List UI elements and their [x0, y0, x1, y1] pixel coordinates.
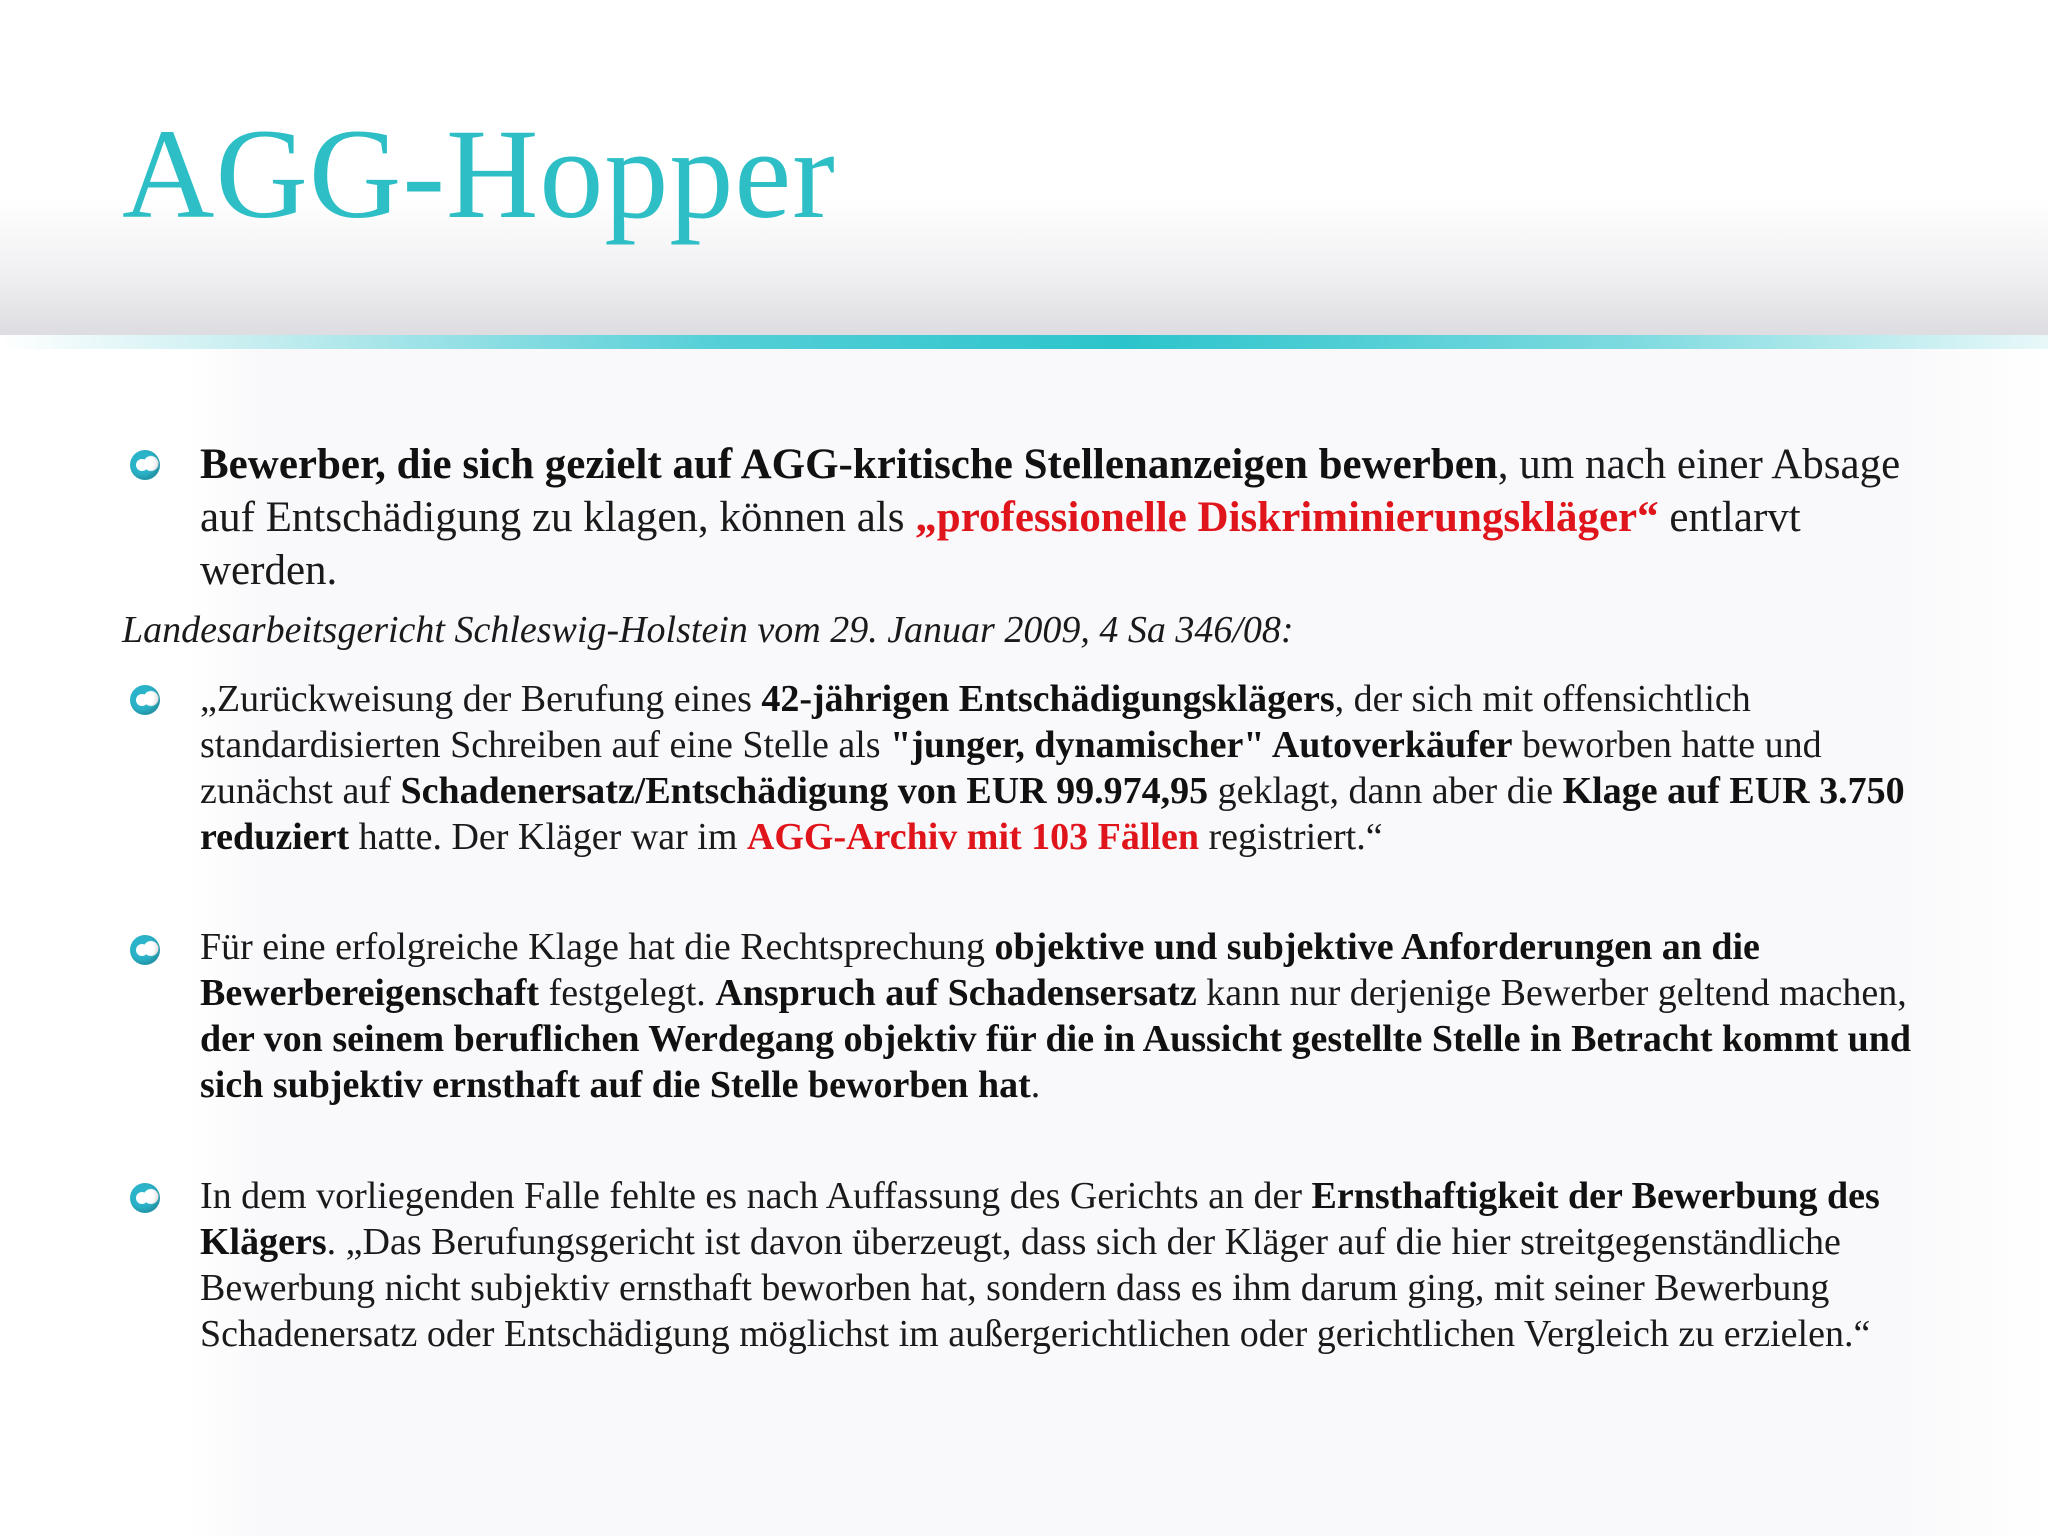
- bullet-1-end: entlarvt werden.: [200, 494, 1801, 594]
- bullet-4-bold: Ernsthaftigkeit der Bewerbung des Klägers: [200, 1175, 1880, 1263]
- bullet-2-highlight: AGG-Archiv mit 103 Fällen: [746, 816, 1199, 858]
- bullet-3-part: festgelegt.: [539, 972, 716, 1014]
- bullet-2-part: beworben hatte und zunächst auf: [200, 724, 1822, 812]
- bullet-2-bold: Schadenersatz/Entschädigung von EUR 99.974,95: [400, 770, 1209, 812]
- bullet-2-part: geklagt, dann aber die: [1208, 770, 1563, 812]
- accent-divider-bar: [0, 335, 2048, 349]
- teal-circle-bullet-icon: [130, 450, 160, 480]
- bullet-2-bold: 42-jährigen Entschädigungsklägers: [761, 678, 1335, 720]
- slide-title: AGG-Hopper: [122, 103, 836, 245]
- bullet-2-part: registriert.“: [1199, 816, 1383, 858]
- slide-header: [0, 0, 2048, 335]
- bullet-3-text: [200, 924, 1920, 1108]
- bullet-4-part: . „Das Berufungsgericht ist davon überzeugt, dass sich der Kläger auf die hier streitgegenständliche Bewerbung nicht subjektiv ernsthaft beworben hat, sondern dass es ihm darum ging, mit seiner Bewerbung Schadenersatz oder Entschädigung möglichst im außergerichtlichen oder gerichtlichen Vergleich zu erzielen.“: [200, 1221, 1871, 1355]
- bullet-1-text: [200, 438, 1920, 597]
- bullet-3-bold: Anspruch auf Schadensersatz: [715, 972, 1197, 1014]
- bullet-4-part: In dem vorliegenden Falle fehlte es nach Auffassung des Gerichts an der: [200, 1175, 1312, 1217]
- bullet-2-bold: "junger, dynamischer" Autoverkäufer: [890, 724, 1513, 766]
- bullet-1-bold: Bewerber, die sich gezielt auf AGG-kritische Stellenanzeigen bewerben: [200, 441, 1498, 488]
- bullet-2-bold: Klage auf EUR 3.750 reduziert: [200, 770, 1905, 858]
- court-citation: Landesarbeitsgericht Schleswig-Holstein vom 29. Januar 2009, 4 Sa 346/08:: [122, 609, 1294, 651]
- bullet-4-text: [200, 1173, 1920, 1357]
- bullet-2-part: „Zurückweisung der Berufung eines: [200, 678, 762, 720]
- bullet-3-part: Für eine erfolgreiche Klage hat die Rechtsprechung: [200, 926, 995, 968]
- bullet-2-part: hatte. Der Kläger war im: [349, 816, 747, 858]
- bullet-3-part: kann nur derjenige Bewerber geltend machen,: [1196, 972, 1907, 1014]
- bullet-1-normal: , um nach einer Absage auf Entschädigung zu klagen, können als: [200, 441, 1901, 541]
- bullet-3-bold: objektive und subjektive Anforderungen an die Bewerbereigenschaft: [200, 926, 1760, 1014]
- bullet-3-bold: der von seinem beruflichen Werdegang objektiv für die in Aussicht gestellte Stelle in Betracht kommt und sich subjektiv ernsthaft auf die Stelle beworben hat: [200, 1018, 1912, 1106]
- bullet-3-part: .: [1030, 1064, 1041, 1106]
- teal-circle-bullet-icon: [130, 1183, 160, 1213]
- teal-circle-bullet-icon: [130, 685, 160, 715]
- bullet-2-part: , der sich mit offensichtlich standardisierten Schreiben auf eine Stelle als: [200, 678, 1751, 766]
- bullet-2-text: [200, 676, 1920, 860]
- bullet-1-highlight: „professionelle Diskriminierungskläger“: [915, 494, 1659, 541]
- teal-circle-bullet-icon: [130, 935, 160, 965]
